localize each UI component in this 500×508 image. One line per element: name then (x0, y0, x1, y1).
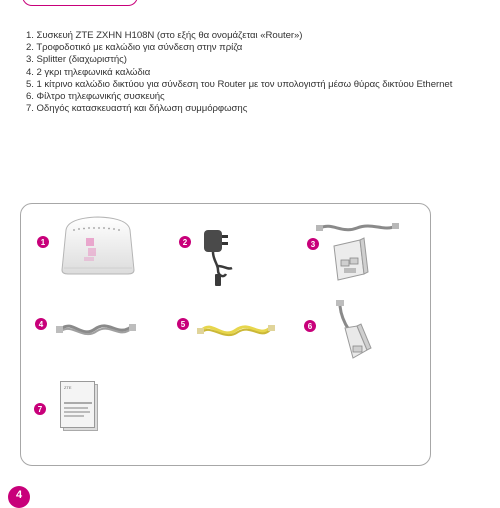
yellow-ethernet-cable-icon (196, 318, 276, 342)
contents-list-item: 2. Τροφοδοτικό με καλώδιο για σύνδεση στην πρίζα (26, 42, 243, 54)
contents-list-item: 3. Splitter (διαχωριστής) (26, 54, 127, 66)
page-number: 4 (8, 486, 30, 508)
contents-list-item: 7. Οδηγός κατασκευαστή και δήλωση συμμόρφωσης (26, 103, 248, 115)
item-badge-5: 5 (177, 318, 189, 330)
splitter-icon (312, 216, 402, 286)
item-badge-2: 2 (179, 236, 191, 248)
phone-filter-icon (327, 298, 377, 364)
item-badge-4: 4 (35, 318, 47, 330)
header-tab (22, 0, 138, 6)
manual-icon (60, 381, 98, 431)
router-icon (58, 212, 138, 278)
contents-list-item: 1. Συσκευή ZTE ZXHN H108N (στο εξής θα ονομάζεται «Router») (26, 30, 303, 41)
item-badge-7: 7 (34, 403, 46, 415)
item-badge-6: 6 (304, 320, 316, 332)
grey-phone-cables-icon (55, 315, 137, 341)
power-adapter-icon (196, 220, 246, 288)
contents-list-item: 6. Φίλτρο τηλεφωνικής συσκευής (26, 91, 165, 103)
item-badge-1: 1 (37, 236, 49, 248)
contents-list-item: 4. 2 γκρι τηλεφωνικά καλώδια (26, 66, 151, 78)
contents-list (26, 30, 452, 115)
item-badge-3: 3 (307, 238, 319, 250)
manual-brand-text: ZTE (64, 385, 72, 390)
contents-list-item: 5. 1 κίτρινο καλώδιο δικτύου για σύνδεση του Router με τον υπολογιστή μέσω θύρας δικτύου Ethernet (26, 78, 453, 90)
